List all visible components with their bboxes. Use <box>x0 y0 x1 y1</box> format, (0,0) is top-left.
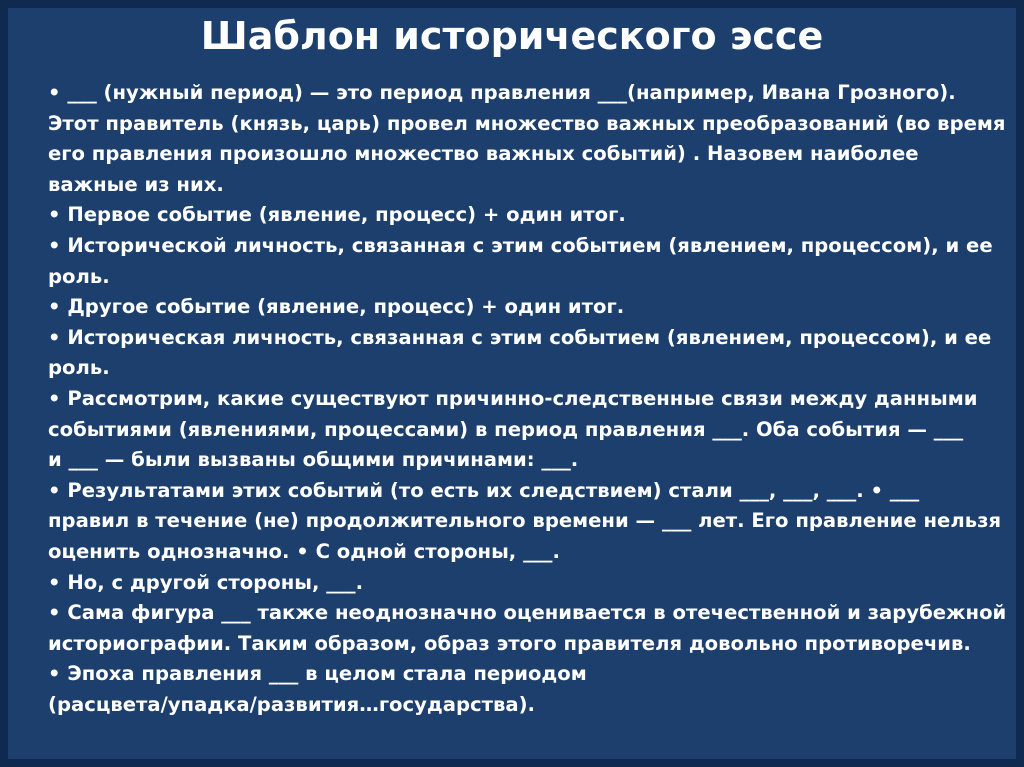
body-line: • Рассмотрим, какие существуют причинно-следственные связи между данными <box>48 386 978 410</box>
body-line: роль. <box>48 264 110 288</box>
body-line: • Результатами этих событий (то есть их следствием) стали ___, ___, ___. • ___ <box>48 478 920 502</box>
slide-border-bottom <box>0 759 1024 767</box>
body-line: важные из них. <box>48 172 224 196</box>
body-line: • ___ (нужный период) — это период правления ___(например, Ивана Грозного). <box>48 81 956 104</box>
body-line: его правления произошло множество важных событий) . Назовем наиболее <box>48 142 919 166</box>
body-line: • Сама фигура ___ также неоднозначно оценивается в отечественной и зарубежной <box>48 601 1007 625</box>
body-line: и ___ — были вызваны общими причинами: ___. <box>48 448 579 472</box>
body-line: • Историческая личность, связанная с этим событием (явлением, процессом), и ее <box>48 325 992 349</box>
slide-border-right <box>1016 0 1024 767</box>
body-line: (расцвета/упадка/развития…государства). <box>48 692 535 716</box>
slide-body <box>48 78 1007 720</box>
body-line: • Но, с другой стороны, ___. <box>48 570 364 594</box>
body-line: • Эпоха правления ___ в целом стала периодом <box>48 662 587 686</box>
body-line: • Первое событие (явление, процесс) + один итог. <box>48 203 626 227</box>
slide-border-left <box>0 0 8 767</box>
body-line: • Другое событие (явление, процесс) + один итог. <box>48 295 625 319</box>
body-line: правил в течение (не) продолжительного времени — ___ лет. Его правление нельзя <box>48 509 1002 533</box>
body-line: оценить однозначно. • С одной стороны, ___. <box>48 539 560 563</box>
body-line: • Исторической личность, связанная с этим событием (явлением, процессом), и ее <box>48 233 993 257</box>
body-line: историографии. Таким образом, образ этого правителя довольно противоречив. <box>48 631 971 655</box>
body-line: Этот правитель (князь, царь) провел множество важных преобразований (во время <box>48 111 1006 135</box>
slide-border-top <box>0 0 1024 8</box>
body-line: роль. <box>48 356 110 380</box>
body-line: событиями (явлениями, процессами) в период правления ___. Оба события — ___ <box>48 417 964 441</box>
slide-title: Шаблон исторического эссе <box>200 14 824 58</box>
